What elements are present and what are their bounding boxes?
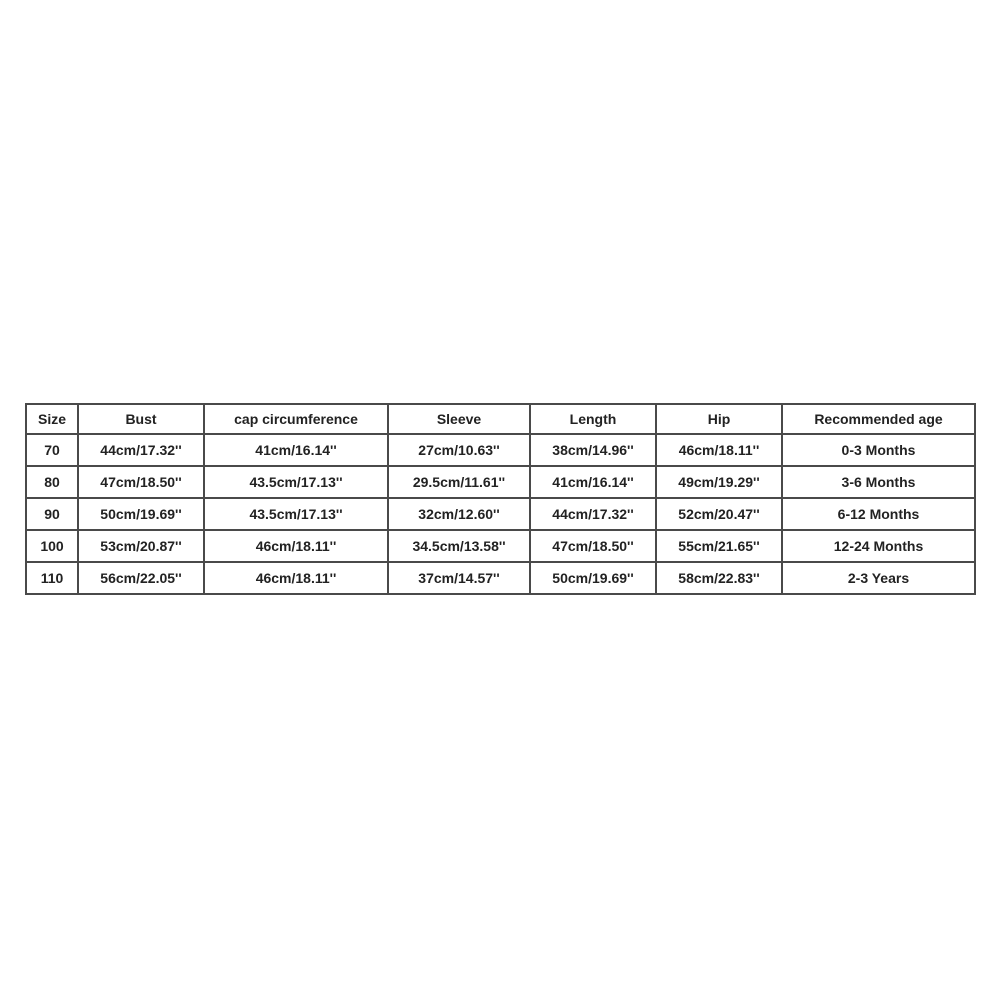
cell-bust: 56cm/22.05'' [79, 563, 205, 595]
cell-hip: 46cm/18.11'' [657, 435, 783, 467]
size-chart-table [25, 403, 976, 595]
cell-size: 70 [27, 435, 79, 467]
cell-length: 50cm/19.69'' [531, 563, 657, 595]
header-bust: Bust [79, 405, 205, 435]
cell-recommended-age: 12-24 Months [783, 531, 976, 563]
cell-length: 41cm/16.14'' [531, 467, 657, 499]
table-header-row [27, 405, 976, 435]
cell-sleeve: 32cm/12.60'' [389, 499, 531, 531]
cell-sleeve: 27cm/10.63'' [389, 435, 531, 467]
cell-size: 80 [27, 467, 79, 499]
cell-bust: 50cm/19.69'' [79, 499, 205, 531]
table-row [27, 467, 976, 499]
cell-recommended-age: 0-3 Months [783, 435, 976, 467]
header-size: Size [27, 405, 79, 435]
cell-bust: 44cm/17.32'' [79, 435, 205, 467]
cell-cap-circumference: 46cm/18.11'' [205, 531, 389, 563]
cell-sleeve: 34.5cm/13.58'' [389, 531, 531, 563]
header-cap-circumference: cap circumference [205, 405, 389, 435]
header-hip: Hip [657, 405, 783, 435]
cell-hip: 58cm/22.83'' [657, 563, 783, 595]
cell-hip: 55cm/21.65'' [657, 531, 783, 563]
table-row [27, 531, 976, 563]
cell-bust: 53cm/20.87'' [79, 531, 205, 563]
cell-recommended-age: 3-6 Months [783, 467, 976, 499]
cell-cap-circumference: 46cm/18.11'' [205, 563, 389, 595]
table-row [27, 499, 976, 531]
cell-bust: 47cm/18.50'' [79, 467, 205, 499]
cell-length: 47cm/18.50'' [531, 531, 657, 563]
header-sleeve: Sleeve [389, 405, 531, 435]
cell-length: 44cm/17.32'' [531, 499, 657, 531]
cell-cap-circumference: 43.5cm/17.13'' [205, 499, 389, 531]
cell-cap-circumference: 43.5cm/17.13'' [205, 467, 389, 499]
cell-size: 100 [27, 531, 79, 563]
header-length: Length [531, 405, 657, 435]
cell-sleeve: 29.5cm/11.61'' [389, 467, 531, 499]
cell-length: 38cm/14.96'' [531, 435, 657, 467]
cell-hip: 52cm/20.47'' [657, 499, 783, 531]
header-recommended-age: Recommended age [783, 405, 976, 435]
table-row [27, 563, 976, 595]
cell-sleeve: 37cm/14.57'' [389, 563, 531, 595]
cell-recommended-age: 6-12 Months [783, 499, 976, 531]
cell-recommended-age: 2-3 Years [783, 563, 976, 595]
cell-cap-circumference: 41cm/16.14'' [205, 435, 389, 467]
cell-size: 110 [27, 563, 79, 595]
table-row [27, 435, 976, 467]
cell-size: 90 [27, 499, 79, 531]
cell-hip: 49cm/19.29'' [657, 467, 783, 499]
